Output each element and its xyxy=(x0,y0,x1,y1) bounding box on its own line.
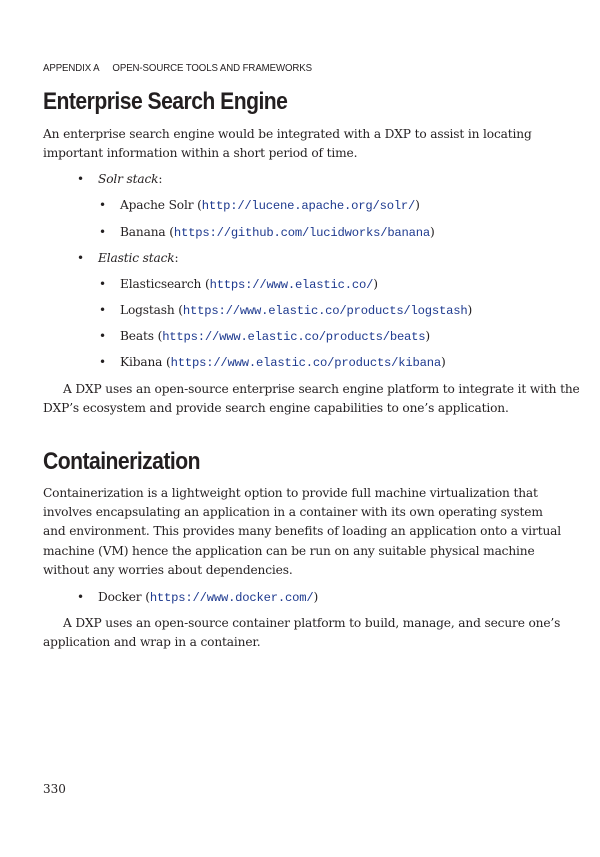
elastic-stack-label: Elastic stack xyxy=(98,251,175,265)
list-item-docker: • Docker (https://www.docker.com/) xyxy=(77,590,319,605)
bullet-solr-stack: • Solr stack: xyxy=(77,172,163,186)
list-item-apache-solr: • Apache Solr (http://lucene.apache.org/solr/) xyxy=(99,198,420,213)
bullet-dot-icon: • xyxy=(77,590,84,604)
bullet-dot-icon: • xyxy=(99,198,106,212)
running-head-chapter: OPEN-SOURCE TOOLS AND FRAMEWORKS xyxy=(112,62,313,74)
bullet-elastic-stack: • Elastic stack: xyxy=(77,251,179,265)
running-head xyxy=(43,62,312,74)
text-line: A DXP uses an open-source container platform to build, manage, and secure one’s xyxy=(63,616,561,630)
item-name: Beats xyxy=(120,329,154,343)
link-beats[interactable]: https://www.elastic.co/products/beats xyxy=(162,330,426,344)
link-docker[interactable]: https://www.docker.com/ xyxy=(149,591,314,605)
enterprise-search-closing xyxy=(43,380,580,418)
list-item-beats: • Beats (https://www.elastic.co/products/beats) xyxy=(99,329,431,344)
link-apache-solr[interactable]: http://lucene.apache.org/solr/ xyxy=(201,199,416,213)
item-name: Banana xyxy=(120,225,166,239)
link-banana[interactable]: https://github.com/lucidworks/banana xyxy=(173,226,430,240)
list-item-elasticsearch: • Elasticsearch (https://www.elastic.co/) xyxy=(99,277,378,292)
enterprise-search-intro xyxy=(43,125,543,163)
section-heading-enterprise-search: Enterprise Search Engine xyxy=(43,88,288,115)
list-item-kibana: • Kibana (https://www.elastic.co/products/kibana) xyxy=(99,355,446,370)
text-line: involves encapsulating an application in a container with its own operating system xyxy=(43,505,543,520)
text-line: without any worries about dependencies. xyxy=(43,562,293,577)
item-name: Elasticsearch xyxy=(120,277,202,291)
text-line: important information within a short period of time. xyxy=(43,146,358,161)
item-name: Docker xyxy=(98,590,142,604)
bullet-dot-icon: • xyxy=(77,172,84,186)
text-line: Containerization is a lightweight option to provide full machine virtualization that xyxy=(43,486,538,500)
section-heading-containerization: Containerization xyxy=(43,448,200,475)
text-line: An enterprise search engine would be integrated with a DXP to assist in locating xyxy=(43,127,532,141)
bullet-dot-icon: • xyxy=(99,225,106,239)
text-line: application and wrap in a container. xyxy=(43,635,261,650)
bullet-dot-icon: • xyxy=(99,303,106,317)
running-head-appendix: APPENDIX A xyxy=(43,62,100,74)
text-line: A DXP uses an open-source enterprise search engine platform to integrate it with the xyxy=(63,382,580,396)
bullet-dot-icon: • xyxy=(77,251,84,265)
solr-stack-label: Solr stack xyxy=(98,172,159,186)
list-item-logstash: • Logstash (https://www.elastic.co/products/logstash) xyxy=(99,303,473,318)
bullet-dot-icon: • xyxy=(99,329,106,343)
list-item-banana: • Banana (https://github.com/lucidworks/banana) xyxy=(99,225,435,240)
text-line: DXP’s ecosystem and provide search engine capabilities to one’s application. xyxy=(43,401,509,416)
link-logstash[interactable]: https://www.elastic.co/products/logstash xyxy=(182,304,468,318)
link-kibana[interactable]: https://www.elastic.co/products/kibana xyxy=(170,356,441,370)
bullet-dot-icon: • xyxy=(99,355,106,369)
item-name: Apache Solr xyxy=(120,198,194,212)
item-name: Kibana xyxy=(120,355,163,369)
page-number: 330 xyxy=(43,782,66,796)
containerization-intro xyxy=(43,484,562,580)
link-elasticsearch[interactable]: https://www.elastic.co/ xyxy=(209,278,374,292)
item-name: Logstash xyxy=(120,303,175,317)
containerization-closing xyxy=(43,614,561,652)
text-line: machine (VM) hence the application can be run on any suitable physical machine xyxy=(43,543,535,558)
text-line: and environment. This provides many benefits of loading an application onto a virtual xyxy=(43,524,562,539)
bullet-dot-icon: • xyxy=(99,277,106,291)
